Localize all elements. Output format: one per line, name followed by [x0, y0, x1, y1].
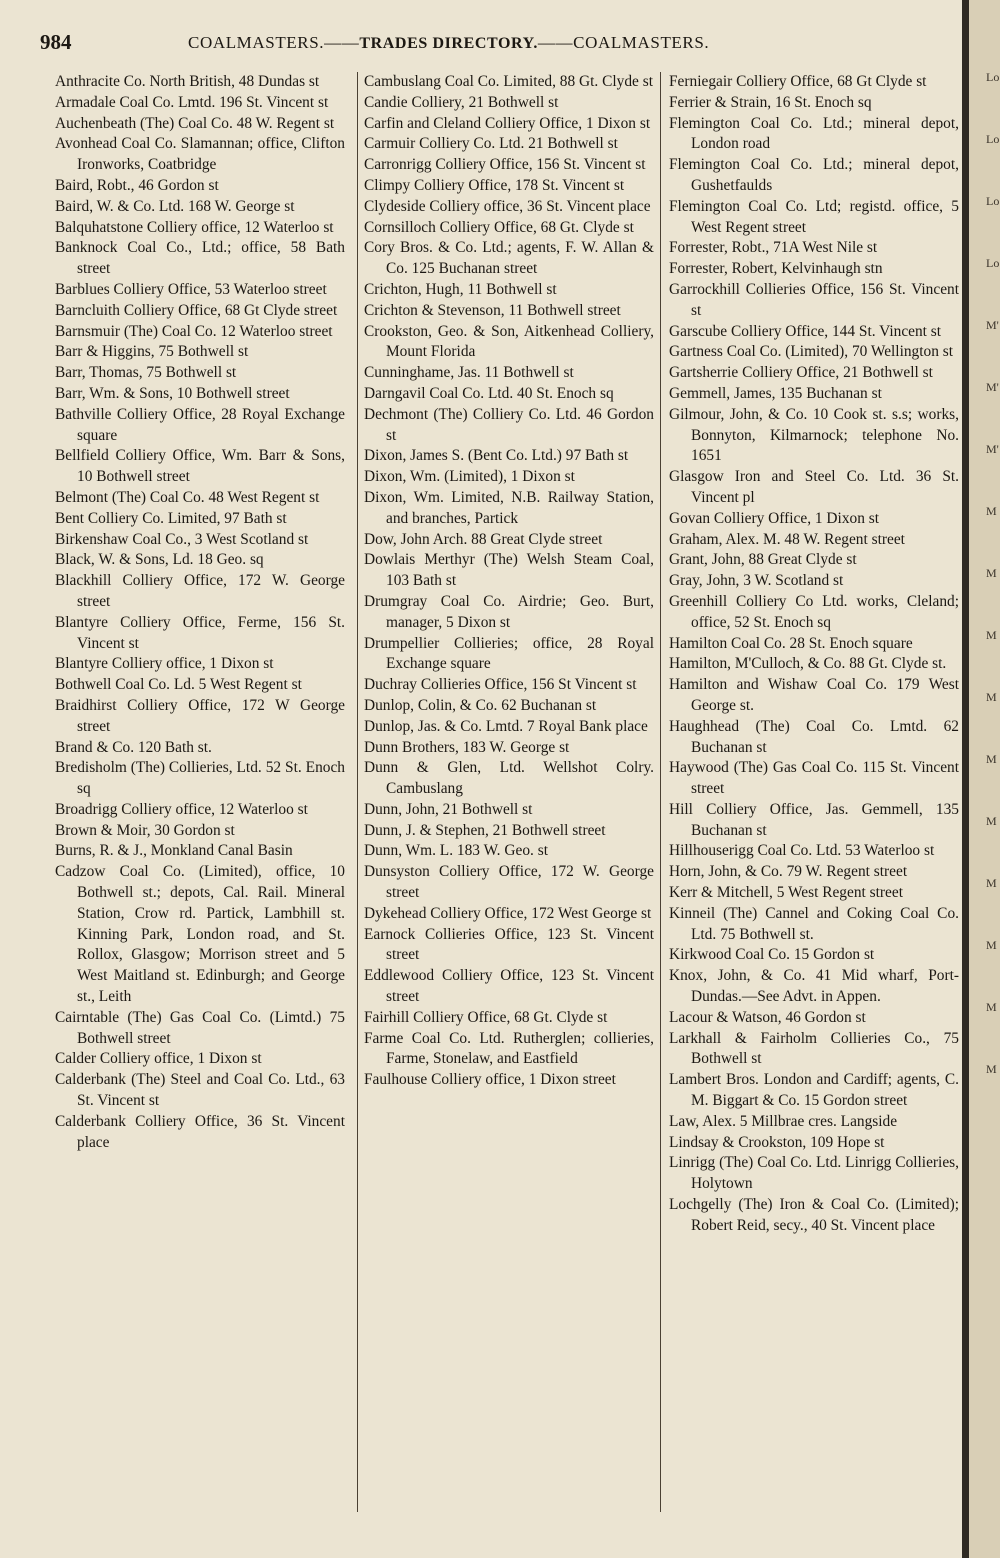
directory-entry: Glasgow Iron and Steel Co. Ltd. 36 St. Vincent pl — [669, 468, 959, 506]
directory-entry: Armadale Coal Co. Lmtd. 196 St. Vincent st — [55, 93, 329, 111]
directory-entry: Dunn Brothers, 183 W. George st — [364, 738, 570, 756]
column-divider — [357, 72, 358, 1512]
directory-entry: Drumpellier Collieries; office, 28 Royal Exchange square — [364, 634, 654, 673]
directory-entry: Clydeside Colliery office, 36 St. Vincent place — [364, 197, 651, 215]
directory-entry: Lacour & Watson, 46 Gordon st — [669, 1008, 866, 1026]
adjacent-page-fragment: Lo — [986, 70, 1000, 84]
directory-entry: Cairntable (The) Gas Coal Co. (Limtd.) 75 Bothwell street — [55, 1008, 345, 1047]
directory-entry: Haywood (The) Gas Coal Co. 115 St. Vincent street — [669, 759, 959, 798]
directory-entry: Kerr & Mitchell, 5 West Regent street — [669, 884, 903, 902]
directory-entry: Dixon, James S. (Bent Co. Ltd.) 97 Bath st — [364, 447, 629, 465]
directory-entry: Dunsyston Colliery Office, 172 W. George street — [364, 863, 654, 902]
directory-entry: Hamilton and Wishaw Coal Co. 179 West George st. — [669, 676, 959, 714]
running-title: COALMASTERS.——TRADES DIRECTORY.——COALMASTERS. — [188, 33, 710, 52]
header-right-title: COALMASTERS. — [573, 33, 710, 52]
directory-entry: Black, W. & Sons, Ld. 18 Geo. sq — [55, 551, 264, 569]
directory-entry: Dixon, Wm. Limited, N.B. Railway Station, and branches, Partick — [364, 488, 654, 527]
adjacent-page-fragment: M — [986, 814, 997, 828]
directory-entry: Hamilton, M'Culloch, & Co. 88 Gt. Clyde st. — [669, 655, 947, 673]
directory-entry: Dykehead Colliery Office, 172 West George st — [364, 904, 652, 922]
directory-entry: Crookston, Geo. & Son, Aitkenhead Colliery, Mount Florida — [364, 322, 654, 361]
directory-entry: Graham, Alex. M. 48 W. Regent street — [669, 530, 905, 548]
directory-entry: Auchenbeath (The) Coal Co. 48 W. Regent st — [55, 114, 335, 132]
directory-entry: Carmuir Colliery Co. Ltd. 21 Bothwell st — [364, 135, 618, 153]
adjacent-page-fragment: M' — [986, 318, 999, 332]
directory-entry: Dechmont (The) Colliery Co. Ltd. 46 Gordon st — [364, 405, 654, 444]
directory-entry: Brand & Co. 120 Bath st. — [55, 738, 212, 756]
page-number: 984 — [40, 30, 72, 54]
adjacent-page-fragment: M — [986, 1000, 997, 1014]
directory-entry: Forrester, Robert, Kelvinhaugh stn — [669, 260, 883, 278]
adjacent-page-fragment: M — [986, 938, 997, 952]
directory-entry: Blantyre Colliery office, 1 Dixon st — [55, 655, 274, 673]
directory-entry: Lindsay & Crookston, 109 Hope st — [669, 1133, 885, 1151]
directory-entry: Crichton, Hugh, 11 Bothwell st — [364, 280, 557, 298]
directory-entry: Greenhill Colliery Co Ltd. works, Cleland; office, 52 St. Enoch sq — [669, 592, 959, 631]
directory-entry: Cornsilloch Colliery Office, 68 Gt. Clyde st — [364, 218, 634, 236]
directory-entry: Darngavil Coal Co. Ltd. 40 St. Enoch sq — [364, 384, 614, 402]
directory-entry: Dunn, Wm. L. 183 W. Geo. st — [364, 842, 548, 860]
directory-entry: Lochgelly (The) Iron & Coal Co. (Limited); Robert Reid, secy., 40 St. Vincent place — [669, 1196, 959, 1234]
directory-entry: Crichton & Stevenson, 11 Bothwell street — [364, 301, 621, 319]
directory-entry: Fairhill Colliery Office, 68 Gt. Clyde st — [364, 1008, 608, 1026]
directory-entry: Calderbank Colliery Office, 36 St. Vincent place — [55, 1112, 345, 1151]
directory-entry: Candie Colliery, 21 Bothwell st — [364, 93, 559, 111]
directory-entry: Brown & Moir, 30 Gordon st — [55, 821, 235, 839]
directory-entry: Carfin and Cleland Colliery Office, 1 Dixon st — [364, 114, 651, 132]
directory-entry: Forrester, Robt., 71A West Nile st — [669, 239, 878, 257]
directory-entry: Banknock Coal Co., Ltd.; office, 58 Bath street — [55, 239, 345, 278]
directory-entry: Birkenshaw Coal Co., 3 West Scotland st — [55, 530, 309, 548]
book-gutter — [962, 0, 969, 1558]
directory-entry: Garrockhill Collieries Office, 156 St. Vincent st — [669, 280, 959, 319]
page-header — [40, 30, 960, 62]
directory-entry: Cory Bros. & Co. Ltd.; agents, F. W. Allan & Co. 125 Buchanan street — [364, 239, 654, 278]
directory-column-1 — [55, 72, 345, 1153]
directory-entry: Flemington Coal Co. Ltd.; mineral depot, London road — [669, 114, 959, 153]
directory-entry: Bothwell Coal Co. Ld. 5 West Regent st — [55, 676, 302, 694]
adjacent-page-fragment: M — [986, 690, 997, 704]
directory-entry: Blackhill Colliery Office, 172 W. George street — [55, 572, 345, 610]
directory-entry: Broadrigg Colliery office, 12 Waterloo st — [55, 800, 308, 818]
directory-entry: Cambuslang Coal Co. Limited, 88 Gt. Clyde st — [364, 73, 653, 90]
directory-entry: Barblues Colliery Office, 53 Waterloo street — [55, 280, 327, 298]
directory-entry: Gemmell, James, 135 Buchanan st — [669, 384, 882, 402]
directory-entry: Govan Colliery Office, 1 Dixon st — [669, 509, 880, 527]
directory-entry: Dixon, Wm. (Limited), 1 Dixon st — [364, 468, 575, 486]
directory-entry: Gilmour, John, & Co. 10 Cook st. s.s; works, Bonnyton, Kilmarnock; telephone No. 1651 — [669, 405, 959, 465]
directory-entry: Dowlais Merthyr (The) Welsh Steam Coal, 103 Bath st — [364, 551, 654, 590]
directory-entry: Bredisholm (The) Collieries, Ltd. 52 St. Enoch sq — [55, 759, 345, 798]
directory-entry: Calderbank (The) Steel and Coal Co. Ltd., 63 St. Vincent st — [55, 1071, 345, 1110]
directory-entry: Dunn, John, 21 Bothwell st — [364, 800, 533, 818]
header-center-title: TRADES DIRECTORY. — [359, 35, 538, 52]
directory-entry: Anthracite Co. North British, 48 Dundas st — [55, 73, 320, 90]
directory-entry: Horn, John, & Co. 79 W. Regent street — [669, 863, 908, 881]
directory-entry: Hill Colliery Office, Jas. Gemmell, 135 Buchanan st — [669, 800, 959, 839]
directory-entry: Lambert Bros. London and Cardiff; agents, C. M. Biggart & Co. 15 Gordon street — [669, 1071, 959, 1110]
directory-entry: Duchray Collieries Office, 156 St Vincent st — [364, 676, 637, 694]
directory-entry: Farme Coal Co. Ltd. Rutherglen; collieries, Farme, Stonelaw, and Eastfield — [364, 1029, 654, 1068]
directory-entry: Gartness Coal Co. (Limited), 70 Wellington st — [669, 343, 954, 361]
directory-entry: Barncluith Colliery Office, 68 Gt Clyde street — [55, 301, 338, 319]
directory-entry: Drumgray Coal Co. Airdrie; Geo. Burt, manager, 5 Dixon st — [364, 592, 654, 631]
adjacent-page-fragment: M — [986, 1062, 997, 1076]
directory-entry: Hamilton Coal Co. 28 St. Enoch square — [669, 634, 913, 652]
adjacent-page-fragment: M' — [986, 442, 999, 456]
adjacent-page-fragment: Lo — [986, 194, 1000, 208]
directory-entry: Avonhead Coal Co. Slamannan; office, Clifton Ironworks, Coatbridge — [55, 135, 345, 174]
directory-entry: Larkhall & Fairholm Collieries Co., 75 Bothwell st — [669, 1029, 959, 1068]
directory-column-2 — [364, 72, 654, 1091]
adjacent-page-fragment: M — [986, 628, 997, 642]
directory-entry: Ferniegair Colliery Office, 68 Gt Clyde st — [669, 73, 927, 90]
directory-entry: Bellfield Colliery Office, Wm. Barr & Sons, 10 Bothwell street — [55, 447, 345, 486]
directory-entry: Carronrigg Colliery Office, 156 St. Vincent st — [364, 156, 646, 174]
directory-entry: Kinneil (The) Cannel and Coking Coal Co. Ltd. 75 Bothwell st. — [669, 904, 959, 943]
directory-entry: Earnock Collieries Office, 123 St. Vincent street — [364, 925, 654, 964]
directory-entry: Burns, R. & J., Monkland Canal Basin — [55, 842, 293, 860]
directory-entry: Blantyre Colliery Office, Ferme, 156 St. Vincent st — [55, 613, 345, 652]
directory-entry: Grant, John, 88 Great Clyde st — [669, 551, 857, 569]
directory-entry: Bathville Colliery Office, 28 Royal Exchange square — [55, 405, 345, 444]
column-divider — [660, 72, 661, 1512]
directory-entry: Gartsherrie Colliery Office, 21 Bothwell st — [669, 364, 933, 382]
directory-entry: Cunninghame, Jas. 11 Bothwell st — [364, 364, 574, 382]
directory-entry: Dunn, J. & Stephen, 21 Bothwell street — [364, 821, 606, 839]
adjacent-page-fragment: M — [986, 504, 997, 518]
directory-entry: Kirkwood Coal Co. 15 Gordon st — [669, 946, 875, 964]
directory-entry: Climpy Colliery Office, 178 St. Vincent st — [364, 176, 625, 194]
directory-entry: Garscube Colliery Office, 144 St. Vincent st — [669, 322, 942, 340]
directory-entry: Dunn & Glen, Ltd. Wellshot Colry. Cambuslang — [364, 759, 654, 798]
directory-entry: Balquhatstone Colliery office, 12 Waterloo st — [55, 218, 334, 236]
directory-entry: Dunlop, Jas. & Co. Lmtd. 7 Royal Bank place — [364, 717, 648, 735]
directory-entry: Eddlewood Colliery Office, 123 St. Vincent street — [364, 967, 654, 1006]
adjacent-page-fragment: M — [986, 876, 997, 890]
directory-entry: Braidhirst Colliery Office, 172 W George street — [55, 696, 345, 735]
directory-entry: Cadzow Coal Co. (Limited), office, 10 Bothwell st.; depots, Cal. Rail. Mineral Station, Crow rd. Partick, Lambhill st. Kinning Park, London road, and St. Rollox, Glasgow; Morrison street and 5 West Maitland st. Edinburgh; and George st., Leith — [55, 863, 345, 1006]
directory-entry: Hillhouserigg Coal Co. Ltd. 53 Waterloo st — [669, 842, 935, 860]
directory-entry: Flemington Coal Co. Ltd; registd. office, 5 West Regent street — [669, 197, 959, 236]
directory-entry: Faulhouse Colliery office, 1 Dixon street — [364, 1071, 616, 1089]
adjacent-page-fragment: M' — [986, 380, 999, 394]
directory-entry: Flemington Coal Co. Ltd.; mineral depot, Gushetfaulds — [669, 156, 959, 194]
directory-entry: Baird, Robt., 46 Gordon st — [55, 176, 219, 194]
directory-entry: Haughhead (The) Coal Co. Lmtd. 62 Buchanan st — [669, 717, 959, 756]
directory-entry: Linrigg (The) Coal Co. Ltd. Linrigg Collieries, Holytown — [669, 1154, 959, 1193]
directory-entry: Bent Colliery Co. Limited, 97 Bath st — [55, 509, 287, 527]
directory-entry: Barr, Thomas, 75 Bothwell st — [55, 364, 237, 382]
directory-entry: Dow, John Arch. 88 Great Clyde street — [364, 530, 603, 548]
adjacent-page-fragment: Lo — [986, 132, 1000, 146]
directory-entry: Barr & Higgins, 75 Bothwell st — [55, 343, 249, 361]
directory-entry: Barr, Wm. & Sons, 10 Bothwell street — [55, 384, 290, 402]
adjacent-page-fragment: M — [986, 752, 997, 766]
directory-entry: Barnsmuir (The) Coal Co. 12 Waterloo street — [55, 322, 333, 340]
directory-entry: Law, Alex. 5 Millbrae cres. Langside — [669, 1112, 898, 1130]
adjacent-page-fragment: Lo — [986, 256, 1000, 270]
directory-entry: Baird, W. & Co. Ltd. 168 W. George st — [55, 197, 295, 215]
header-left-title: COALMASTERS. — [188, 33, 325, 52]
adjacent-page-fragment: M — [986, 566, 997, 580]
directory-entry: Dunlop, Colin, & Co. 62 Buchanan st — [364, 696, 597, 714]
directory-entry: Gray, John, 3 W. Scotland st — [669, 572, 844, 590]
directory-entry: Calder Colliery office, 1 Dixon st — [55, 1050, 262, 1068]
directory-entry: Knox, John, & Co. 41 Mid wharf, Port-Dundas.—See Advt. in Appen. — [669, 967, 959, 1006]
directory-entry: Ferrier & Strain, 16 St. Enoch sq — [669, 93, 872, 111]
directory-column-3 — [669, 72, 959, 1237]
directory-entry: Belmont (The) Coal Co. 48 West Regent st — [55, 488, 320, 506]
